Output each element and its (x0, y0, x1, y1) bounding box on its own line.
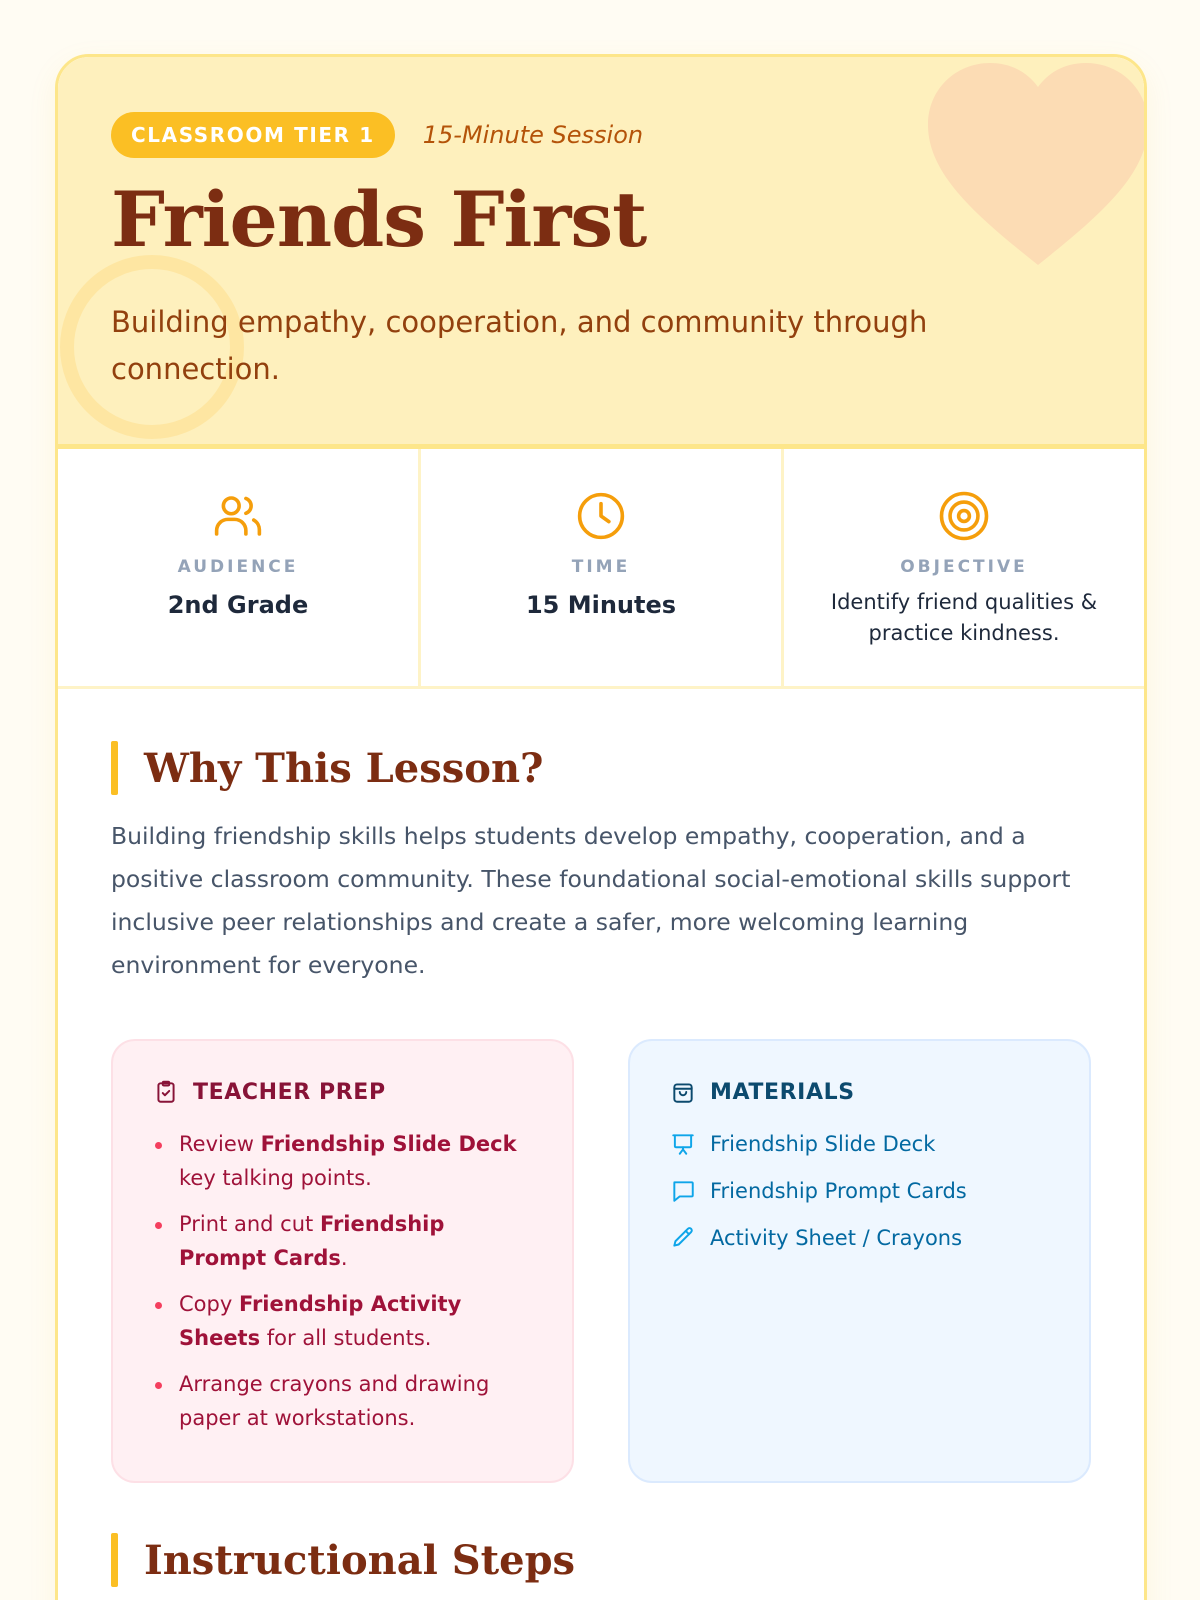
prep-list (153, 1127, 532, 1435)
stat-label: OBJECTIVE (900, 557, 1028, 577)
chat-bubble-icon (670, 1178, 696, 1204)
clipboard-check-icon (153, 1079, 179, 1105)
tag-row (111, 112, 643, 158)
section-accent-bar (111, 741, 118, 795)
section-header-steps (111, 1533, 1091, 1587)
stat-audience (58, 449, 421, 686)
stat-value: 2nd Grade (167, 591, 309, 619)
session-length: 15-Minute Session (422, 121, 644, 149)
list-item (670, 1221, 1049, 1255)
box-title: TEACHER PREP (193, 1079, 386, 1105)
list-item: Print and cut Friendship Prompt Cards. (153, 1207, 532, 1275)
list-item (670, 1174, 1049, 1208)
material-label: Friendship Slide Deck (710, 1132, 936, 1156)
why-paragraph: Building friendship skills helps students develop empathy, cooperation, and a positive classroom community. These foundational social-emotional skills support inclusive peer relationships and create a safer, more welcoming learning environment for everyone. (111, 822, 1071, 979)
page-title: Friends First (111, 175, 647, 264)
list-item: Copy Friendship Activity Sheets for all students. (153, 1287, 532, 1355)
materials-list (670, 1127, 1049, 1255)
material-label: Activity Sheet / Crayons (710, 1226, 963, 1250)
section-header-why (111, 741, 1091, 795)
section-title: Why This Lesson? (144, 744, 544, 792)
shopping-bag-icon (670, 1079, 696, 1105)
stat-label: TIME (571, 557, 631, 577)
stat-objective (784, 449, 1144, 686)
heart-decoration-icon (918, 57, 1144, 277)
stats-row (58, 449, 1144, 689)
box-title: MATERIALS (710, 1079, 855, 1105)
pencil-icon (670, 1225, 696, 1251)
stat-value: Identify friend qualities & practice kindness. (830, 590, 1098, 645)
page-subtitle: Building empathy, cooperation, and community through connection. (111, 305, 928, 386)
presentation-icon (670, 1131, 696, 1157)
list-item: Review Friendship Slide Deck key talking points. (153, 1127, 532, 1195)
material-label: Friendship Prompt Cards (710, 1179, 967, 1203)
list-item (670, 1127, 1049, 1161)
users-icon (211, 489, 265, 543)
teacher-prep-box (111, 1039, 574, 1483)
tier-badge: CLASSROOM TIER 1 (111, 112, 395, 158)
lesson-body (58, 689, 1144, 1587)
stat-label: AUDIENCE (177, 557, 299, 577)
materials-box (628, 1039, 1091, 1483)
section-title: Instructional Steps (144, 1536, 576, 1584)
box-header (153, 1079, 532, 1105)
clock-icon (574, 489, 628, 543)
prep-materials-row (111, 1039, 1091, 1483)
stat-value: 15 Minutes (525, 591, 677, 619)
list-item: Arrange crayons and drawing paper at workstations. (153, 1367, 532, 1435)
stat-time (421, 449, 784, 686)
box-header (670, 1079, 1049, 1105)
section-accent-bar (111, 1533, 118, 1587)
lesson-card (55, 54, 1147, 1600)
target-icon (937, 489, 991, 543)
hero-banner (58, 57, 1144, 449)
